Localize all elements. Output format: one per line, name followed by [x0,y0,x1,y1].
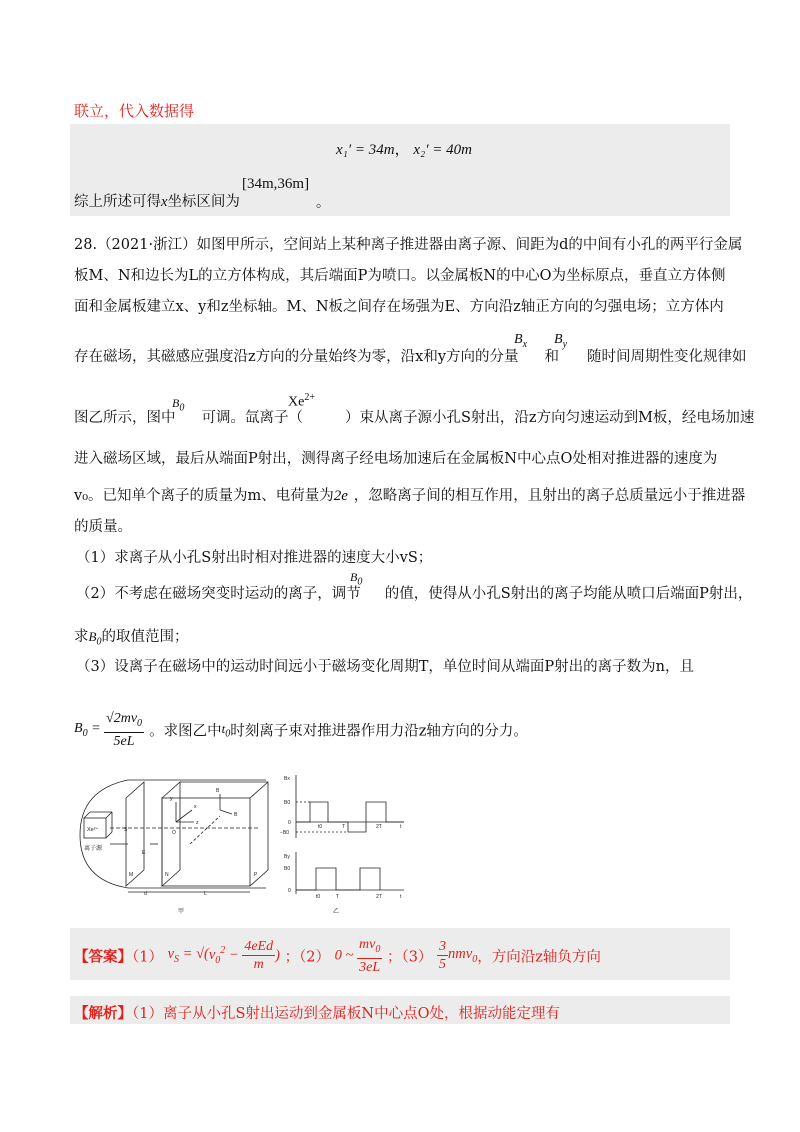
b0-symbol-q2: $B_0$ [350,570,363,588]
fig-xe-label: Xe²⁺ [87,827,99,833]
answer-1-fraction: $\frac{\text{4eEd}}{m}$ [244,939,274,973]
svg-text:t: t [400,824,402,830]
question-2: （2）不考虑在磁场突变时运动的离子，调节 的值，使得从小孔S射出的离子均能从喷口后端面P射出， [76,586,753,602]
b0-fraction: $\frac{√2mv_0}{5eL}$ [106,711,143,749]
svg-text:L: L [204,891,207,897]
b0-symbol: $B_0$ [172,396,185,414]
svg-text:0: 0 [288,820,291,826]
figure-jia [80,780,268,892]
problem-line-7: v₀。已知单个离子的质量为m、电荷量为2e ，忽略离子间的相互作用，且射出的离子总质量远小于推进器 [74,488,746,504]
problem-source: （2021·浙江） [97,237,197,253]
svg-text:2T: 2T [376,824,382,830]
svg-text:O: O [172,830,176,836]
graph1-ylabel: Bx [284,776,290,782]
fig-ion-source-label: 离子源 [84,846,103,852]
result-x2: x₂′ = 40m [413,142,472,158]
result-equations: x₁′ = 34m， x₂′ = 40m [336,142,472,158]
answer-line: 【答案】（1） $v_S = √(v_0^2$ − $\frac{\text{4eEd}}{m}$ ) ；（2） 0 ~ $\frac{mv_0}{3eL}$ ；（3） $\frac{3}{5}$ nmv$_0$，方向沿z轴负方向 [74,937,601,975]
svg-text:S: S [124,827,128,833]
summary-interval: [34m,36m] [242,176,310,192]
problem-line-1: 28.（2021·浙江）如图甲所示，空间站上某种离子推进器由离子源、间距为d的中间有小孔的两平行金属 [74,237,743,253]
svg-text:T: T [336,894,340,900]
svg-text:z: z [196,820,199,826]
answer-3-fraction: $\frac{3}{5}$ [439,939,447,973]
svg-text:M: M [129,872,134,878]
svg-text:d: d [144,891,147,897]
summary-line: 综上所述可得x坐标区间为 [74,194,240,210]
svg-text:N: N [165,872,169,878]
svg-text:P: P [254,872,258,878]
svg-text:B0: B0 [284,866,291,872]
problem-line-2: 板M、N和边长为L的立方体构成，其后端面P为喷口。以金属板N的中心O为坐标原点，垂直立方体侧 [74,268,726,284]
figure-panel [70,770,410,920]
t0-symbol: $t_0$ [221,720,231,740]
problem-line-4: 存在磁场，其磁感应强度沿z方向的分量始终为零，沿x和y方向的分量 和 随时间周期性变化规律如 [74,349,747,365]
svg-text:t0: t0 [318,824,323,830]
svg-text:0: 0 [288,888,291,894]
question-1: （1）求离子从小孔S射出时相对推进器的速度大小vS； [76,550,433,566]
problem-number: 28. [74,237,98,253]
problem-line-8: 的质量。 [74,519,132,535]
svg-text:E: E [142,850,146,856]
problem-line-5: 图乙所示，图中 可调。氙离子（ ）束从离子源小孔S射出，沿z方向匀速运动到M板，经电场加速 [74,410,755,426]
svg-text:y: y [170,796,173,802]
analysis-line: 【解析】（1）离子从小孔S射出运动到金属板N中心点O处，根据动能定理有 [74,1005,560,1022]
charge-2e: 2e [333,488,348,504]
question-2-cont: 求$B_0$的取值范围； [74,629,189,648]
svg-text:t: t [400,894,402,900]
b0-formula: $B_0$ = [74,720,105,739]
svg-text:2T: 2T [376,894,382,900]
question-3: （3）设离子在磁场中的运动时间远小于磁场变化周期T，单位时间从端面P射出的离子数为n，且 [76,659,694,675]
svg-text:B: B [216,788,220,794]
figure-yi [296,775,404,894]
b0-symbol-q2b: $B_0$ [88,629,102,648]
svg-text:B0: B0 [284,800,291,806]
result-x1: x₁′ = 34m [336,142,395,158]
answer-2-fraction: $\frac{mv_0}{3eL}$ [359,937,381,975]
problem-line-6: 进入磁场区域，最后从端面P射出，测得离子经电场加速后在金属板N中心点O处相对推进器的速度为 [74,451,718,467]
svg-text:B: B [234,812,238,818]
problem-line-3: 面和金属板建立x、y和z坐标轴。M、N板之间存在场强为E、方向沿z轴正方向的匀强电场；立方体内 [74,299,724,315]
bx-symbol: $B_x$ [514,332,528,350]
fig-label-jia: 甲 [178,909,185,915]
svg-text:−B0: −B0 [280,830,290,836]
svg-text:t0: t0 [316,894,321,900]
analysis-tag: 【解析】 [74,1005,132,1022]
question-3-formula-line: $B_0$ = $\frac{√2mv_0}{5eL}$ 。求图乙中$t_0$时刻离子束对推进器作用力沿z轴方向的分力。 [74,711,528,749]
svg-text:x: x [194,804,197,810]
intro-line: 联立，代入数据得 [74,102,195,120]
graph2-ylabel: By [284,854,290,860]
xe-symbol: $Xe^{2+}$ [288,392,315,410]
answer-tag: 【答案】 [74,948,132,966]
fig-label-yi: 乙 [333,909,340,915]
svg-text:T: T [342,824,346,830]
by-symbol: $B_y$ [554,332,568,350]
